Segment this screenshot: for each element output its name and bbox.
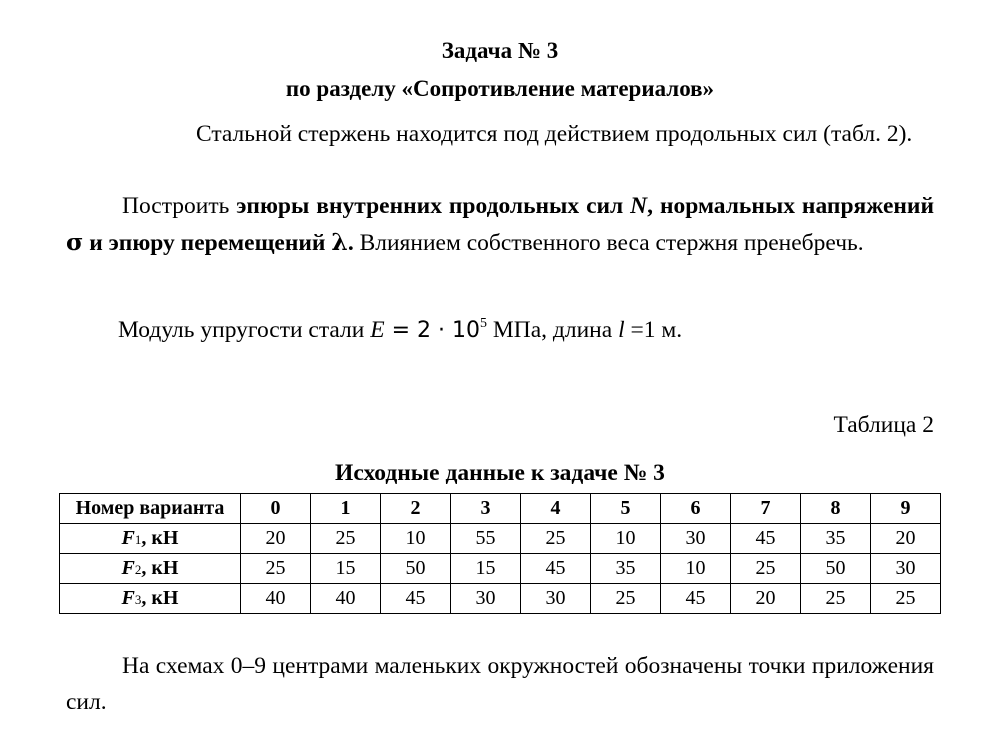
header-cell: 8 [801,494,871,524]
header-cell: 2 [381,494,451,524]
task-lead-text: Построить [122,193,237,219]
table-title: Исходные данные к задаче № 3 [335,460,665,486]
task-bold-text-3: и эпюру перемещений [83,230,332,256]
paragraph-schemes: На схемах 0–9 центрами маленьких окружностей обозначены точки приложения сил. [66,653,934,715]
input-data-table [59,493,941,614]
header-cell: 1 [311,494,381,524]
table-cell: 25 [871,584,941,614]
header-cell: 4 [521,494,591,524]
table-cell: 20 [241,524,311,554]
force-symbol: F [121,527,135,549]
table-cell: 45 [521,554,591,584]
force-subscript: 1 [134,532,142,547]
task-tail-text: Влиянием собственного веса стержня пренебречь. [353,230,864,256]
table-cell: 25 [731,554,801,584]
table-cell: 25 [801,584,871,614]
table-cell: 45 [661,584,731,614]
header-cell: 7 [731,494,801,524]
table-cell: 25 [311,524,381,554]
header-cell: 0 [241,494,311,524]
table-cell: 40 [241,584,311,614]
header-cell: 9 [871,494,941,524]
modulus-exponent: 5 [480,316,487,331]
force-subscript: 2 [134,562,142,577]
table-cell: 15 [451,554,521,584]
task-bold-text-1: эпюры внутренних продольных сил [236,193,631,219]
section-subtitle: по разделу «Сопротивление материалов» [285,76,715,101]
symbol-E: E [370,317,385,343]
header-cell-variant: Номер варианта [60,494,241,524]
table-cell: 50 [381,554,451,584]
force-unit: , кН [141,587,179,609]
task-title: Задача № 3 [441,38,559,63]
header-cell: 3 [451,494,521,524]
modulus-value: = 2 · 10 [384,318,480,343]
table-cell: 45 [731,524,801,554]
table-cell: 25 [521,524,591,554]
material-lead-text: Модуль упругости стали [118,317,371,343]
table-cell: 25 [591,584,661,614]
task-bold-text-4: . [347,230,354,256]
table-cell: 20 [871,524,941,554]
symbol-lambda: λ [331,228,348,256]
paragraph-task [66,188,934,261]
table-cell: 30 [521,584,591,614]
symbol-l: l [618,317,625,343]
table-cell: 40 [311,584,381,614]
table-cell: 35 [801,524,871,554]
header-cell: 6 [661,494,731,524]
row-header-cell [60,584,241,614]
row-header-cell [60,554,241,584]
table-cell: 30 [661,524,731,554]
table-row [60,524,941,554]
row-header-cell [60,524,241,554]
table-row [60,584,941,614]
symbol-sigma: σ [66,228,84,256]
table-cell: 10 [661,554,731,584]
paragraph-intro: Стальной стержень находится под действием продольных сил (табл. 2). [196,121,913,147]
table-label: Таблица 2 [833,412,934,438]
table-cell: 45 [381,584,451,614]
paragraph-material [66,312,934,352]
table-header-row [60,494,941,524]
force-symbol: F [121,587,135,609]
header-cell: 5 [591,494,661,524]
length-value: =1 м. [624,317,683,343]
symbol-N: N [630,193,648,219]
table-cell: 55 [451,524,521,554]
table-cell: 25 [241,554,311,584]
table-cell: 30 [451,584,521,614]
table-row [60,554,941,584]
modulus-unit-text: МПа, длина [487,317,619,343]
table-cell: 15 [311,554,381,584]
table-cell: 50 [801,554,871,584]
table-cell: 20 [731,584,801,614]
task-bold-text-2: , нормальных напряжений [647,193,935,219]
force-subscript: 3 [134,592,142,607]
table-cell: 35 [591,554,661,584]
force-unit: , кН [141,527,179,549]
table-cell: 30 [871,554,941,584]
force-unit: , кН [141,557,179,579]
table-cell: 10 [591,524,661,554]
force-symbol: F [121,557,135,579]
table-cell: 10 [381,524,451,554]
